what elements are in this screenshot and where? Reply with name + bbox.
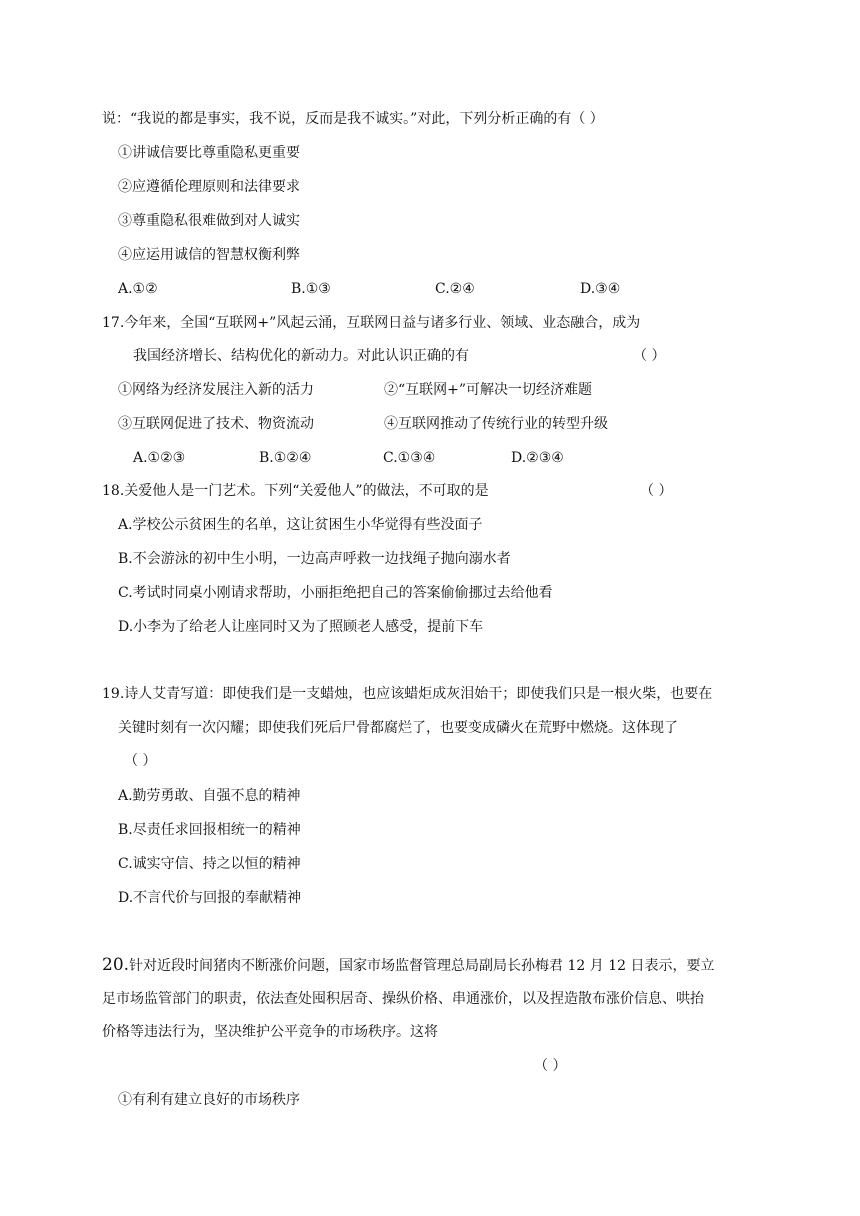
q16-option-c: C.②④: [435, 281, 475, 297]
q17-item-4: ④互联网推动了传统行业的转型升级: [384, 416, 608, 432]
q17-item-1: ①网络为经济发展注入新的活力: [118, 382, 314, 398]
q17-option-b: B.①②④: [259, 450, 312, 466]
q18-stem: 18.关爱他人是一门艺术。下列“关爱他人”的做法，不可取的是: [102, 483, 489, 499]
q19-stem-line2: 关键时刻有一次闪耀；即使我们死后尸骨都腐烂了，也要变成磷火在荒野中燃烧。这体现了: [118, 720, 678, 736]
q18-option-a: A.学校公示贫困生的名单，这让贫困生小华觉得有些没面子: [118, 517, 483, 533]
q16-option-b: B.①③: [291, 281, 331, 297]
q20-number: 20.: [102, 955, 130, 975]
q18-option-d: D.小李为了给老人让座同时又为了照顾老人感受，提前下车: [118, 619, 484, 635]
q18-answer-paren: （ ）: [640, 483, 673, 499]
q20-stem-line3: 价格等违法行为，坚决维护公平竞争的市场秩序。这将: [102, 1024, 438, 1040]
q20-answer-paren: （ ）: [534, 1058, 567, 1074]
q16-option-d: D.③④: [580, 281, 621, 297]
q18-option-b: B.不会游泳的初中生小明，一边高声呼救一边找绳子抛向溺水者: [118, 551, 511, 567]
q17-option-d: D.②③④: [511, 450, 564, 466]
q19-answer-paren: （ ）: [124, 753, 157, 769]
q19-option-d: D.不言代价与回报的奉献精神: [118, 890, 302, 906]
q16-option-a: A.①②: [118, 281, 158, 297]
q17-stem-line2: 我国经济增长、结构优化的新动力。对此认识正确的有: [133, 348, 469, 364]
q17-option-a: A.①②③: [133, 450, 186, 466]
q19-stem-line1: 19.诗人艾青写道：即使我们是一支蜡烛，也应该蜡炬成灰泪始干；即使我们只是一根火柴，也要在: [102, 686, 713, 702]
q17-option-c: C.①③④: [383, 450, 436, 466]
q19-option-a: A.勤劳勇敢、自强不息的精神: [118, 788, 301, 804]
q20-stem-line1-text: 针对近段时间猪肉不断涨价问题，国家市场监督管理总局副局长孙梅君 12 月 12 日表示，要立: [129, 958, 715, 974]
q17-item-3: ③互联网促进了技术、物资流动: [118, 416, 314, 432]
q16-item-4: ④应运用诚信的智慧权衡利弊: [118, 247, 300, 263]
q20-stem-line1: [102, 956, 714, 975]
q16-item-2: ②应遵循伦理原则和法律要求: [118, 179, 300, 195]
q19-option-b: B.尽责任求回报相统一的精神: [118, 822, 301, 838]
q17-stem-line1: 17.今年来，全国“互联网+”风起云涌，互联网日益与诸多行业、领域、业态融合，成为: [102, 315, 641, 331]
q20-stem-line2: 足市场监管部门的职责，依法查处囤积居奇、操纵价格、串通涨价，以及捏造散布涨价信息、哄抬: [102, 991, 704, 1007]
q16-item-3: ③尊重隐私很难做到对人诚实: [118, 213, 300, 229]
q20-item-1: ①有利有建立良好的市场秩序: [118, 1092, 300, 1108]
q16-stem-tail: 说：“我说的都是事实，我不说，反而是我不诚实。”对此，下列分析正确的有（ ）: [102, 111, 604, 127]
q19-option-c: C.诚实守信、持之以恒的精神: [118, 856, 301, 872]
q17-answer-paren: （ ）: [633, 348, 666, 364]
q16-item-1: ①讲诚信要比尊重隐私更重要: [118, 145, 300, 161]
q18-option-c: C.考试时同桌小刚请求帮助，小丽拒绝把自己的答案偷偷挪过去给他看: [118, 585, 553, 601]
q17-item-2: ②“互联网+”可解决一切经济难题: [384, 382, 593, 398]
